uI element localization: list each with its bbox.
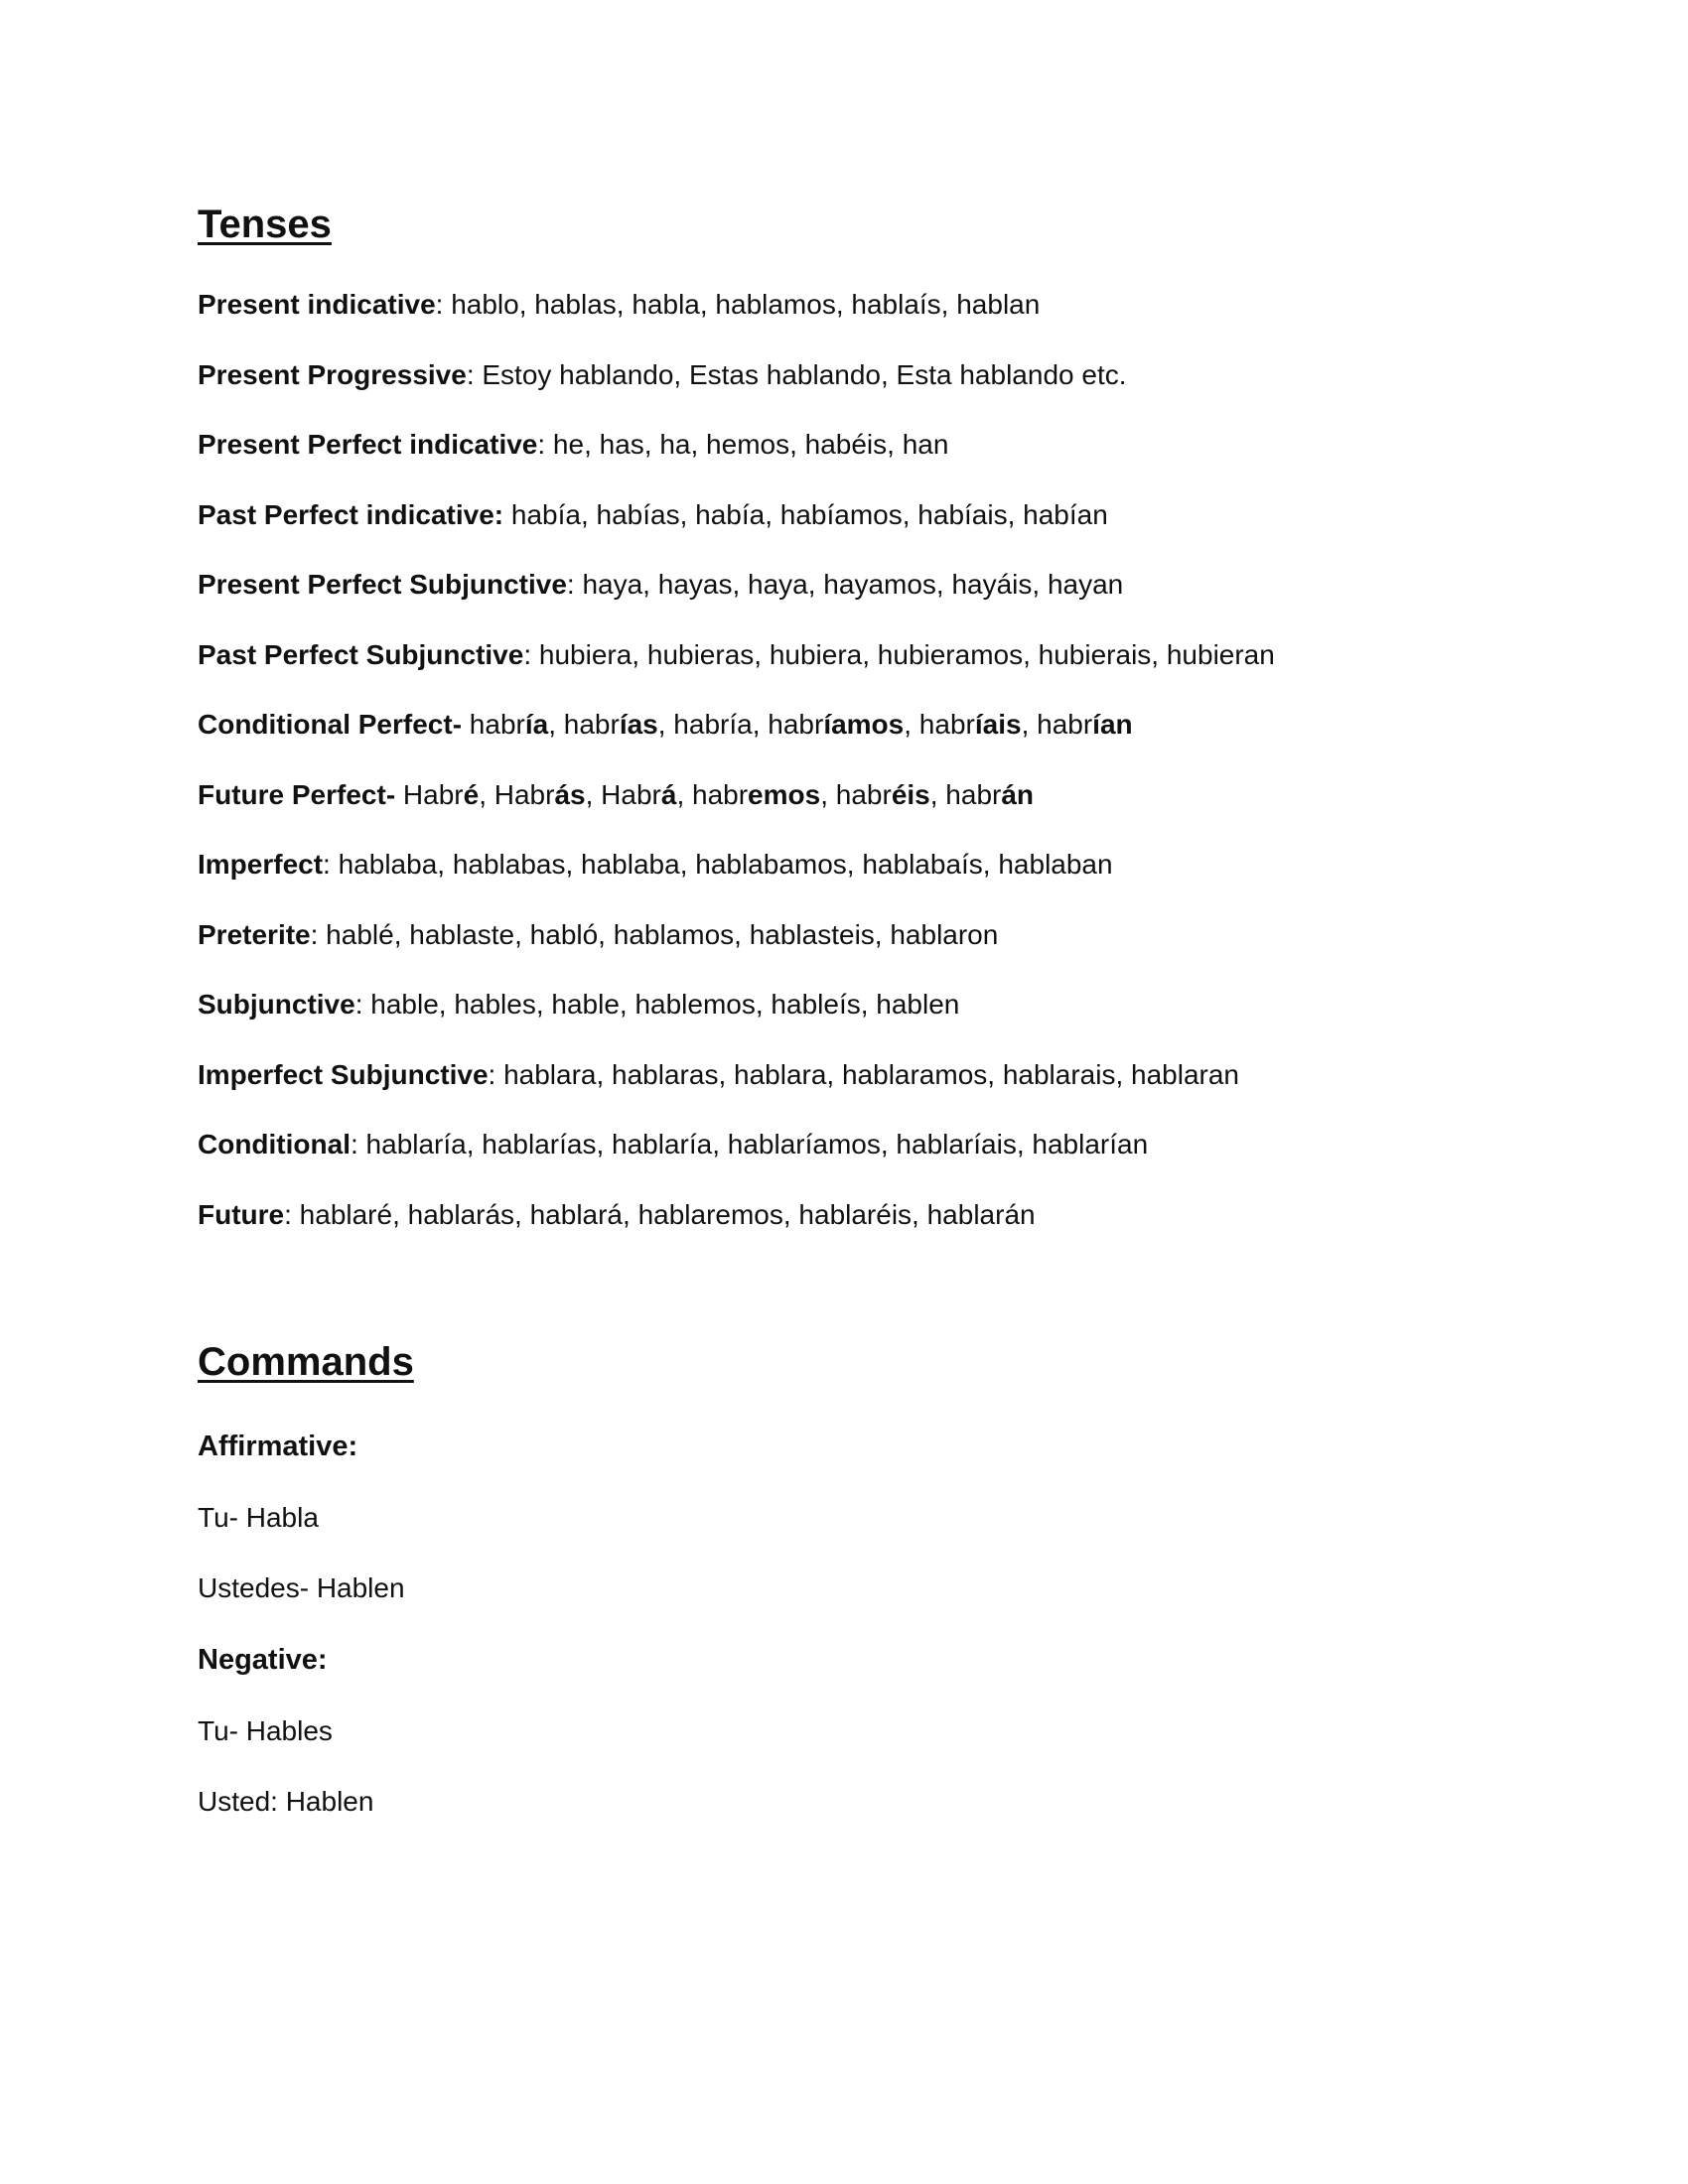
tense-row [198, 571, 1123, 599]
tense-separator: : [284, 1199, 292, 1230]
tense-row [198, 431, 948, 459]
conjugation-text: , habr [820, 779, 892, 810]
tense-separator: : [523, 639, 532, 670]
commands-heading: Commands [198, 1340, 414, 1384]
negative-item-usted: Usted: Hablen [198, 1786, 374, 1817]
tense-row [198, 291, 1040, 319]
tense-separator: : [310, 919, 319, 950]
conjugation-text: , habr [1021, 709, 1093, 740]
conjugation-text: , Habr [479, 779, 555, 810]
conjugation-ending: án [1001, 779, 1035, 810]
conjugation-text: hablaré, hablarás, hablará, hablaremos, hablaréis, hablarán [291, 1199, 1036, 1230]
conjugation-text: habr [462, 709, 525, 740]
conjugation-text: hablé, hablaste, habló, hablamos, hablasteis, hablaron [318, 919, 999, 950]
affirmative-item-tu: Tu- Habla [198, 1502, 319, 1533]
tense-name: Conditional [198, 1129, 351, 1160]
tense-row [198, 851, 1113, 879]
conjugation-ending: emos [748, 779, 821, 810]
tenses-heading: Tenses [198, 203, 332, 246]
negative-label: Negative: [198, 1644, 328, 1676]
tense-separator: : [466, 359, 475, 390]
conjugation-ending: íais [974, 709, 1022, 740]
tense-separator: : [323, 849, 331, 880]
conjugation-text: , habría, habr [657, 709, 824, 740]
tense-name: Present Progressive [198, 359, 467, 390]
tense-separator: : [537, 429, 546, 460]
tense-separator: : [435, 289, 444, 320]
tense-name: Imperfect Subjunctive [198, 1059, 489, 1090]
tense-row [198, 1131, 1148, 1159]
tense-name: Subjunctive [198, 989, 355, 1020]
tense-row [198, 501, 1108, 529]
conjugation-ending: ía [524, 709, 549, 740]
conjugation-ending: íamos [823, 709, 905, 740]
tense-separator: : [566, 569, 575, 600]
tense-row [198, 991, 959, 1019]
conjugation-ending: éis [891, 779, 930, 810]
conjugation-text: hable, hables, hable, hablemos, hableís, hablen [362, 989, 960, 1020]
tense-row [198, 711, 1133, 739]
negative-item-tu: Tu- Hables [198, 1715, 333, 1746]
tense-name: Present Perfect Subjunctive [198, 569, 567, 600]
conjugation-ending: á [660, 779, 677, 810]
affirmative-item-ustedes: Ustedes- Hablen [198, 1572, 405, 1603]
conjugation-text: , habr [929, 779, 1002, 810]
tense-name: Past Perfect Subjunctive [198, 639, 524, 670]
tense-row [198, 1201, 1036, 1229]
conjugation-ending: ían [1092, 709, 1133, 740]
conjugation-ending: ás [554, 779, 586, 810]
conjugation-text: hablaría, hablarías, hablaría, hablaríamos, hablaríais, hablarían [357, 1129, 1149, 1160]
conjugation-text: , habr [904, 709, 975, 740]
tense-name: Present indicative [198, 289, 436, 320]
tense-row [198, 361, 1127, 389]
conjugation-text: había, habías, había, habíamos, habíais, habían [503, 499, 1108, 530]
conjugation-text: hubiera, hubieras, hubiera, hubieramos, hubierais, hubieran [531, 639, 1275, 670]
conjugation-text: , habr [548, 709, 620, 740]
conjugation-ending: é [463, 779, 480, 810]
tense-row [198, 781, 1034, 809]
tense-name: Future Perfect- [198, 779, 396, 810]
tense-separator: : [354, 989, 363, 1020]
tense-name: Imperfect [198, 849, 324, 880]
conjugation-ending: ías [619, 709, 658, 740]
tense-row [198, 641, 1275, 669]
tense-row [198, 1061, 1239, 1089]
conjugation-text: Estoy hablando, Estas hablando, Esta hablando etc. [474, 359, 1127, 390]
conjugation-text: hablo, hablas, habla, hablamos, hablaís, hablan [443, 289, 1041, 320]
conjugation-text: , Habr [585, 779, 661, 810]
tense-separator: : [350, 1129, 358, 1160]
tense-name: Future [198, 1199, 285, 1230]
conjugation-text: hablara, hablaras, hablara, hablaramos, hablarais, hablaran [495, 1059, 1239, 1090]
conjugation-text: Habr [395, 779, 464, 810]
conjugation-text: haya, hayas, haya, hayamos, hayáis, hayan [574, 569, 1124, 600]
conjugation-text: hablaba, hablabas, hablaba, hablabamos, hablabaís, hablaban [330, 849, 1113, 880]
tense-name: Preterite [198, 919, 311, 950]
conjugation-text: he, has, ha, hemos, habéis, han [545, 429, 949, 460]
tense-name: Conditional Perfect- [198, 709, 463, 740]
tense-row [198, 921, 998, 949]
tense-separator: : [488, 1059, 496, 1090]
conjugation-text: , habr [676, 779, 749, 810]
affirmative-label: Affirmative: [198, 1431, 358, 1462]
tense-name: Present Perfect indicative [198, 429, 538, 460]
tense-name: Past Perfect indicative: [198, 499, 504, 530]
